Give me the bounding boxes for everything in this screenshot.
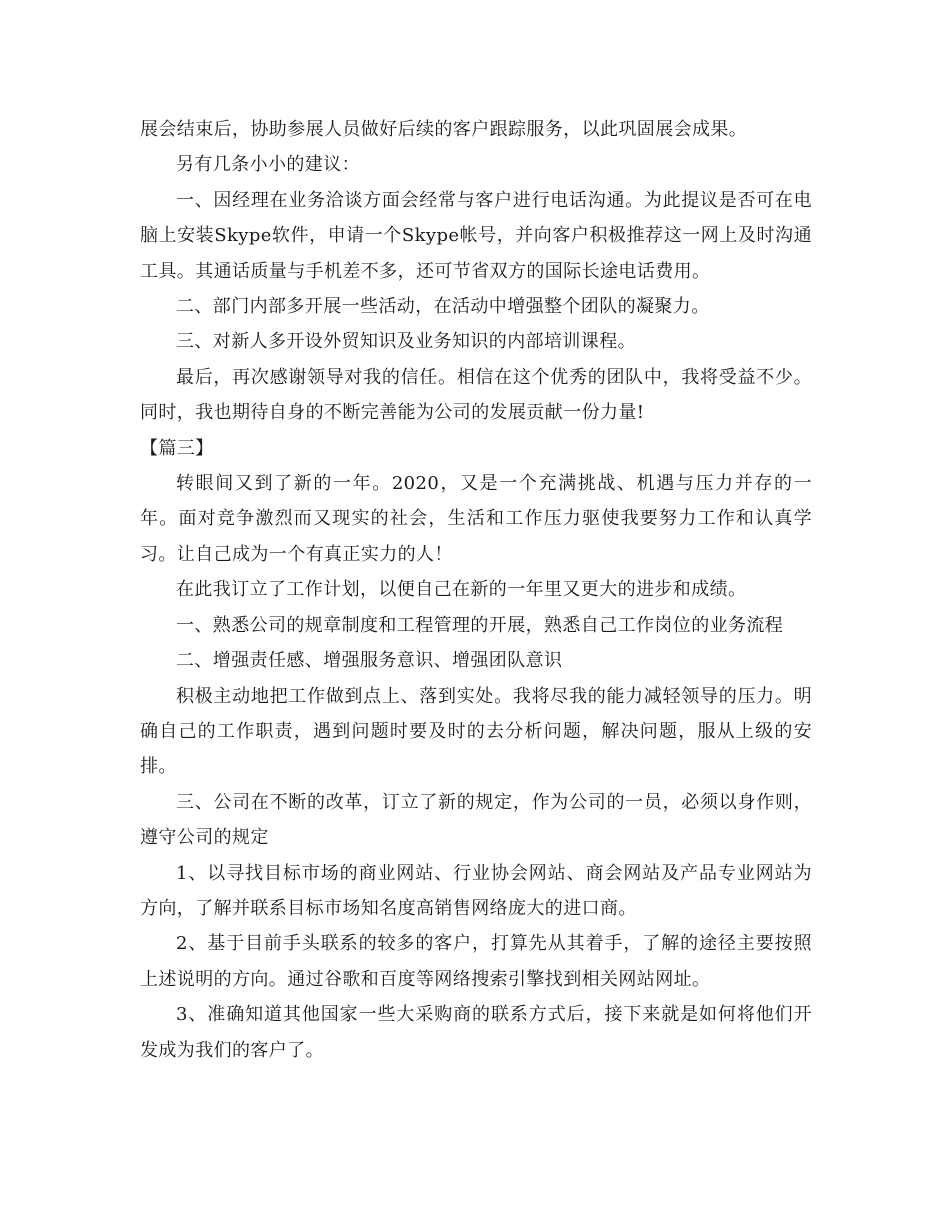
paragraph-suggestion-team-activities: 二、部门内部多开展一些活动，在活动中增强整个团队的凝聚力。: [176, 296, 710, 318]
paragraph-step-three: 3、准确知道其他国家一些大采购商的联系方式后，接下来就是如何将他们开发成为我们的客户了。: [140, 1004, 812, 1061]
document-page: [140, 112, 812, 1068]
paragraph-step-two: 2、基于目前手头联系的较多的客户，打算先从其着手，了解的途径主要按照上述说明的方向。通过谷歌和百度等网络搜索引擎找到相关网站网址。: [140, 933, 812, 990]
paragraph-work-plan: 在此我订立了工作计划，以便自己在新的一年里又更大的进步和成绩。: [176, 579, 747, 601]
paragraph-step-one: 1、以寻找目标市场的商业网站、行业协会网站、商会网站及产品专业网站为方向，了解并联系目标市场知名度高销售网络庞大的进口商。: [140, 862, 812, 919]
paragraph-suggestion-training: 三、对新人多开设外贸知识及业务知识的内部培训课程。: [176, 331, 636, 353]
paragraph-suggestions-intro: 另有几条小小的建议：: [176, 154, 360, 176]
paragraph-exhibition-followup: 展会结束后，协助参展人员做好后续的客户跟踪服务，以此巩固展会成果。: [140, 119, 748, 140]
section-heading-part-three: 【篇三】: [140, 437, 214, 459]
paragraph-proactive-work: 积极主动地把工作做到点上、落到实处。我将尽我的能力减轻领导的压力。明确自己的工作职责，遇到问题时要及时的去分析问题，解决问题，服从上级的安排。: [140, 685, 812, 778]
paragraph-closing-thanks: 最后，再次感谢领导对我的信任。相信在这个优秀的团队中，我将受益不少。同时，我也期待自身的不断完善能为公司的发展贡献一份力量!: [140, 366, 812, 424]
paragraph-suggestion-skype: 一、因经理在业务洽谈方面会经常与客户进行电话沟通。为此提议是否可在电脑上安装Skype软件，申请一个Skype帐号，并向客户积极推荐这一网上及时沟通工具。其通话质量与手机差不多，还可节省双方的国际长途电话费用。: [140, 189, 812, 282]
paragraph-new-year: 转眼间又到了新的一年。2020，又是一个充满挑战、机遇与压力并存的一年。面对竞争激烈而又现实的社会，生活和工作压力驱使我要努力工作和认真学习。让自己成为一个有真正实力的人！: [140, 473, 812, 565]
paragraph-item-one: 一、熟悉公司的规章制度和工程管理的开展，熟悉自己工作岗位的业务流程: [176, 614, 784, 636]
paragraph-item-three: 三、公司在不断的改革，订立了新的规定，作为公司的一员，必须以身作则，遵守公司的规定: [140, 791, 812, 849]
paragraph-item-two: 二、增强责任感、增强服务意识、增强团队意识: [176, 650, 563, 672]
